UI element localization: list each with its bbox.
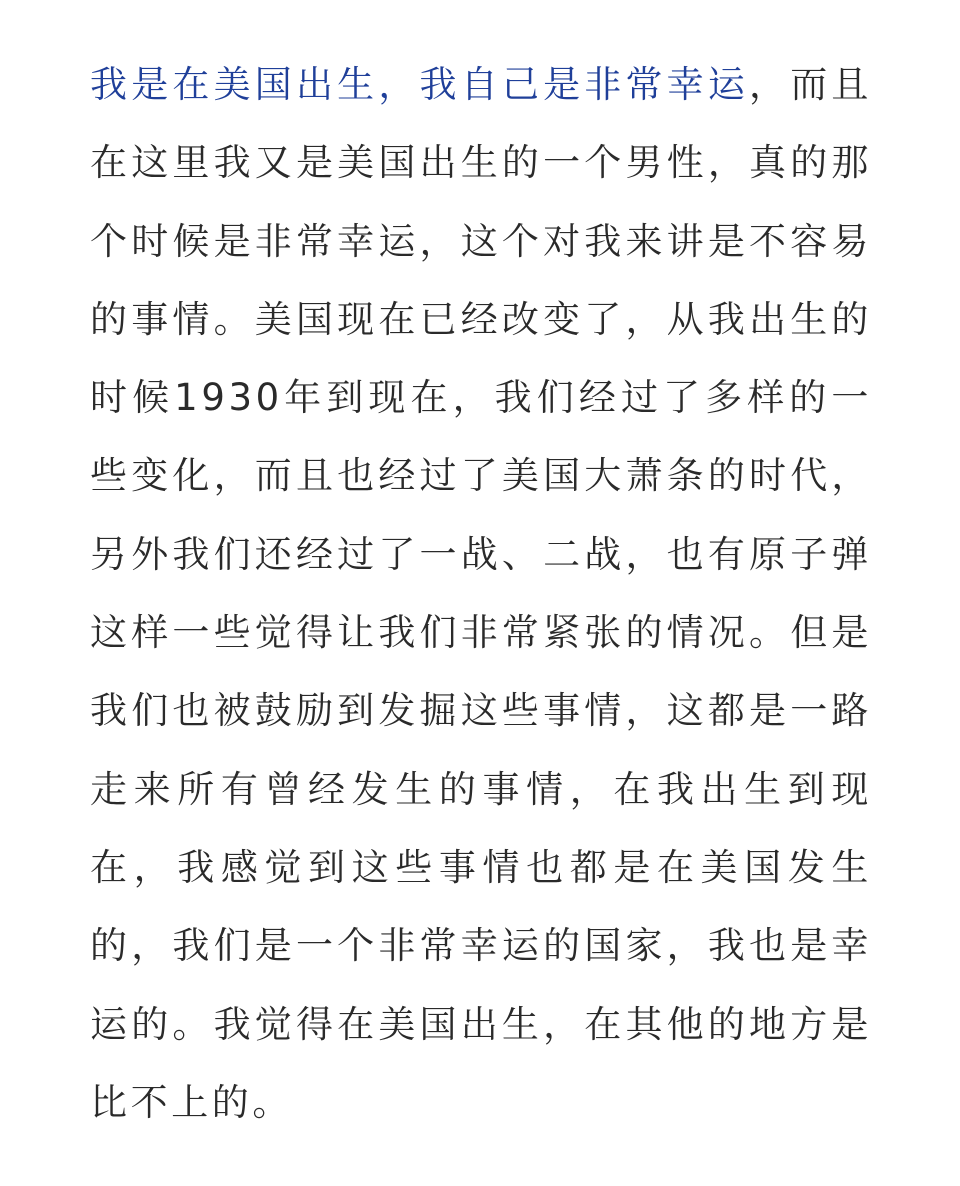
article-paragraph xyxy=(90,46,872,1142)
article-body-text: ，而且在这里我又是美国出生的一个男性，真的那个时候是非常幸运，这个对我来讲是不容易的事情。美国现在已经改变了，从我出生的时候1930年到现在，我们经过了多样的一些变化，而且也经过了美国大萧条的时代，另外我们还经过了一战、二战，也有原子弹这样一些觉得让我们非常紧张的情况。但是我们也被鼓励到发掘这些事情，这都是一路走来所有曾经发生的事情，在我出生到现在，我感觉到这些事情也都是在美国发生的，我们是一个非常幸运的国家，我也是幸运的。我觉得在美国出生，在其他的地方是比不上的。 xyxy=(90,63,872,1124)
highlighted-quote: 我是在美国出生，我自己是非常幸运 xyxy=(90,63,750,106)
